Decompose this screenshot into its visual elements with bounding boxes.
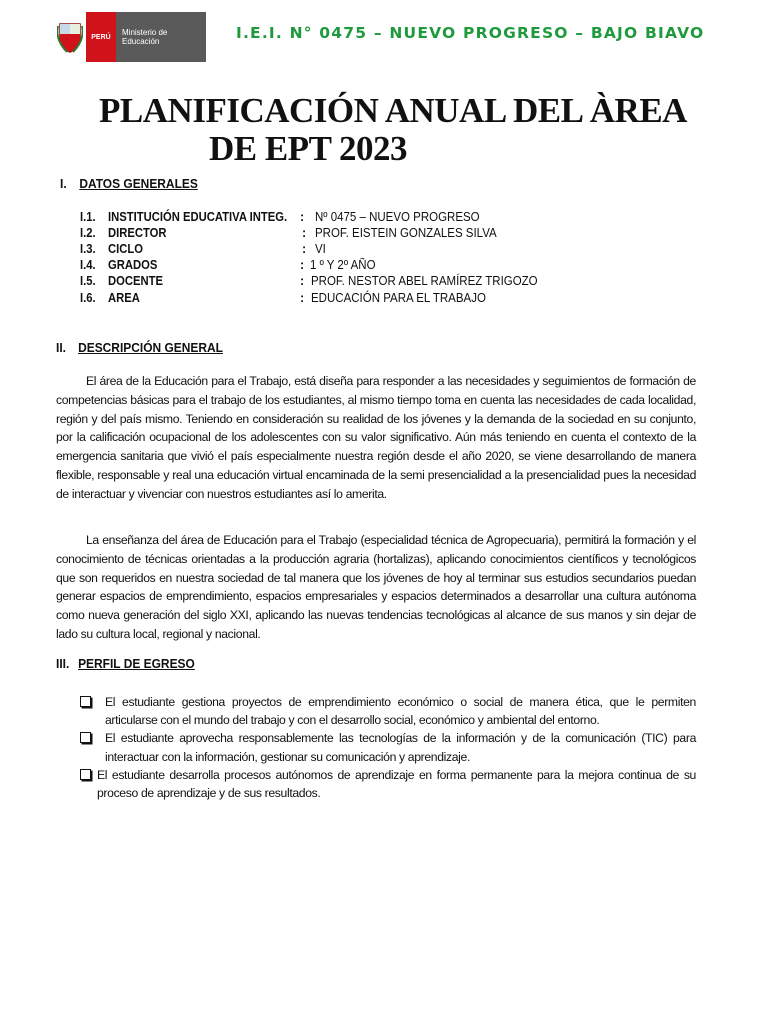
section-heading-descripcion-general	[56, 340, 223, 355]
row-value: PROF. EISTEIN GONZALES SILVA	[315, 226, 497, 240]
row-label: INSTITUCIÓN EDUCATIVA INTEG.	[108, 210, 288, 224]
row-value: 1 º Y 2º AÑO	[310, 258, 376, 272]
row-value: PROF. NESTOR ABEL RAMÍREZ TRIGOZO	[311, 274, 538, 288]
section-title: DESCRIPCIÓN GENERAL	[78, 340, 223, 355]
section-heading-datos-generales	[60, 176, 198, 191]
row-number: I.4.	[80, 258, 96, 272]
perfil-egreso-list	[80, 693, 696, 802]
row-colon: :	[302, 226, 307, 240]
checkbox-bullet-icon	[80, 696, 91, 707]
row-number: I.1.	[80, 210, 96, 224]
list-item-text: El estudiante desarrolla procesos autónomos de aprendizaje en forma permanente para la mejora continua de su proceso de aprendizaje y de sus resultados.	[97, 767, 696, 801]
page-title	[60, 92, 726, 168]
section-number: I.	[60, 176, 67, 191]
row-label: CICLO	[108, 242, 144, 256]
datos-row	[0, 257, 768, 273]
section-number: II.	[56, 340, 66, 355]
ministry-logo	[54, 12, 206, 62]
row-colon: :	[300, 291, 305, 305]
school-name: I.E.I. N° 0475 – NUEVO PROGRESO – BAJO BIAVO	[236, 24, 705, 42]
row-number: I.2.	[80, 226, 96, 240]
paragraph-2: La enseñanza del área de Educación para el Trabajo (especialidad técnica de Agropecuaria), permitirá la formación y el conocimiento de técnicas orientadas a la producción agraria (hortalizas), aplicando conocimientos científicos y tecnológicos que son requeridos en nuestra sociedad de tal manera que los jóvenes de hoy al terminar sus estudios secundarios puedan generar espacios de emprendimiento, espacios empresariales y espacios determinados a desarrollar una cultura autónoma como nueva generación del siglo XXI, aplicando las nuevas tendencias tecnológicas al alcance de sus manos y sin dejar de lado su cultura local, regional y nacional.	[56, 533, 696, 641]
row-value: Nº 0475 – NUEVO PROGRESO	[315, 210, 480, 224]
row-number: I.3.	[80, 242, 96, 256]
peru-crest-icon	[54, 12, 86, 62]
checkbox-bullet-icon	[80, 732, 91, 743]
datos-row	[0, 290, 768, 306]
list-item	[80, 693, 696, 729]
datos-row	[0, 209, 768, 225]
list-item-text: El estudiante aprovecha responsablemente las tecnologías de la información y de la comunicación (TIC) para interactuar con la información, gestionar su comunicación y aprendizaje.	[105, 731, 696, 764]
row-value: EDUCACIÓN PARA EL TRABAJO	[311, 291, 486, 305]
row-colon: :	[300, 274, 305, 288]
checkbox-bullet-icon	[80, 769, 91, 780]
row-colon: :	[300, 210, 305, 224]
section-title: DATOS GENERALES	[79, 176, 198, 191]
paragraph-1: El área de la Educación para el Trabajo, está diseña para responder a las necesidades y seguimientos de formación de competencias básicas para el trabajo de los estudiantes, al mismo tiempo toma en cuenta las necesidades de cada localidad, región y del país mismo. Teniendo en consideración su realidad de los jóvenes y la demanda de la sociedad en su conjunto, por la calificación ocupacional de los adolescentes con su valor significativo. Aún más teniendo en cuenta el contexto de la emergencia sanitaria que vivió el país especialmente nuestra región desde el año 2020, se viene desarrollando de manera flexible, responsable y real una educación virtual encaminada de la semi presencialidad a la presencialidad pues la necesidad de interactuar y vivenciar con nuestros estudiantes así lo amerita.	[56, 374, 696, 501]
list-item-text: El estudiante gestiona proyectos de emprendimiento económico o social de manera ética, que le permiten articularse con el mundo del trabajo y con el desarrollo social, económico y ambiental del entorno.	[105, 695, 696, 728]
section-number: III.	[56, 656, 70, 671]
row-label: DIRECTOR	[108, 226, 167, 240]
row-colon: :	[300, 258, 305, 272]
row-label: GRADOS	[108, 258, 158, 272]
row-number: I.5.	[80, 274, 96, 288]
section-heading-perfil-egreso	[56, 656, 195, 671]
row-colon: :	[302, 242, 307, 256]
row-value: VI	[315, 242, 326, 256]
logo-ministry: Ministerio de Educación	[116, 12, 206, 62]
list-item	[80, 766, 696, 802]
row-label: AREA	[108, 291, 140, 305]
datos-row	[0, 241, 768, 257]
list-item	[80, 729, 696, 765]
logo-country: PERÚ	[86, 12, 116, 62]
datos-row	[0, 273, 768, 289]
datos-row	[0, 225, 768, 241]
title-line-2: DE EPT 2023	[208, 129, 408, 168]
title-line-1: PLANIFICACIÓN ANUAL DEL ÀREA	[99, 91, 687, 130]
section-title: PERFIL DE EGRESO	[78, 656, 195, 671]
row-number: I.6.	[80, 291, 96, 305]
row-label: DOCENTE	[108, 274, 164, 288]
